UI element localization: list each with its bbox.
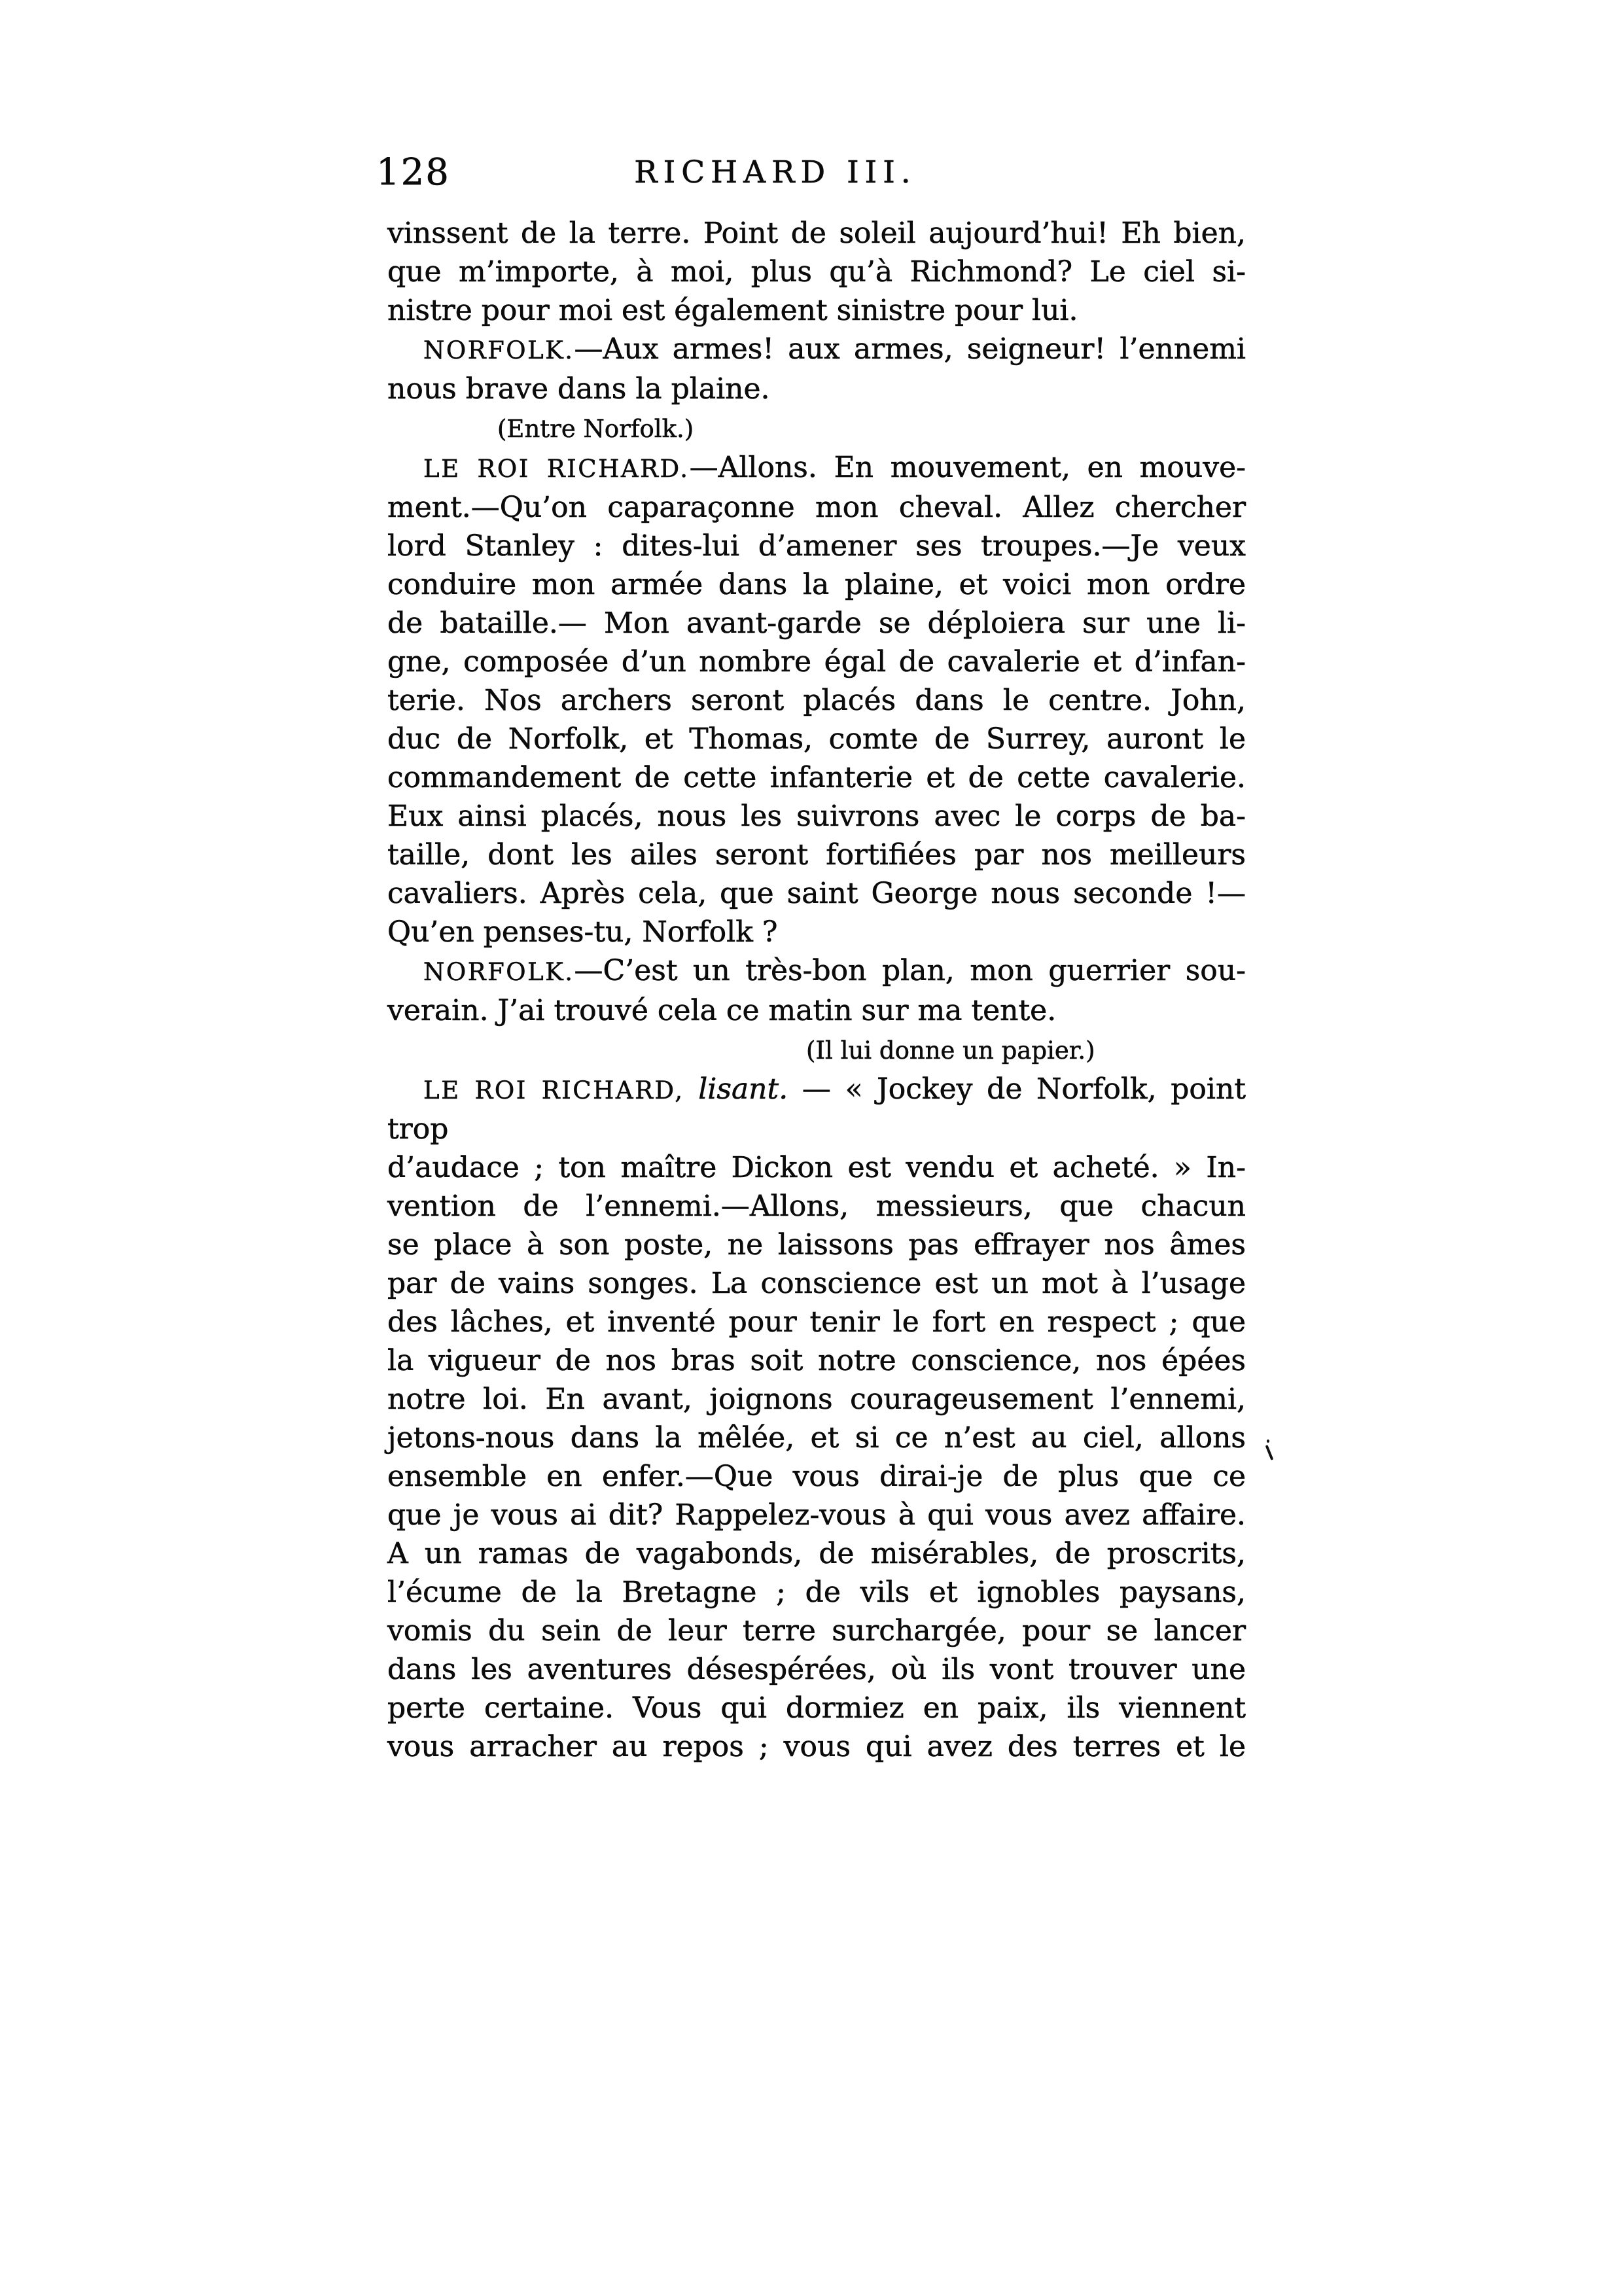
text-line bbox=[387, 448, 1246, 488]
text-line bbox=[387, 253, 1246, 291]
page-header bbox=[376, 149, 1246, 208]
stray-ink-mark bbox=[1265, 1439, 1275, 1462]
line-text: duc de Norfolk, et Thomas, comte de Surrey, auront le bbox=[387, 722, 1246, 756]
text-line bbox=[387, 214, 1246, 253]
line-text: conduire mon armée dans la plaine, et voici mon ordre bbox=[387, 568, 1246, 601]
page-number: 128 bbox=[376, 151, 450, 194]
line-text: de bataille.— Mon avant-garde se déploiera sur une li- bbox=[387, 607, 1246, 640]
speaker-name: NORFOLK. bbox=[423, 336, 574, 364]
line-text: ensemble en enfer.—Que vous dirai-je de plus que ce bbox=[387, 1460, 1246, 1493]
text-line bbox=[387, 720, 1246, 758]
stage-direction-line bbox=[387, 408, 1246, 448]
text-line bbox=[387, 565, 1246, 604]
text-line bbox=[387, 1341, 1246, 1380]
text-line bbox=[387, 1650, 1246, 1689]
text-line bbox=[387, 1380, 1246, 1419]
line-text: par de vains songes. La conscience est un mot à l’usage bbox=[387, 1267, 1246, 1300]
line-text: —Aux armes! aux armes, seigneur! l’ennemi bbox=[574, 332, 1246, 366]
line-text: des lâches, et inventé pour tenir le fort en respect ; que bbox=[387, 1305, 1246, 1339]
line-text: Qu’en penses-tu, Norfolk ? bbox=[387, 915, 778, 949]
line-text: cavaliers. Après cela, que saint George nous seconde !— bbox=[387, 877, 1246, 910]
speaker-name: LE ROI RICHARD, bbox=[423, 1076, 684, 1104]
text-line bbox=[387, 643, 1246, 681]
text-line bbox=[387, 758, 1246, 797]
line-text: se place à son poste, ne laissons pas effrayer nos âmes bbox=[387, 1228, 1246, 1262]
line-text: vous arracher au repos ; vous qui avez des terres et le bbox=[387, 1730, 1246, 1763]
line-text: ment.—Qu’on caparaçonne mon cheval. Allez chercher bbox=[387, 491, 1246, 524]
line-text: que m’importe, à moi, plus qu’à Richmond? Le ciel si- bbox=[387, 255, 1246, 289]
line-text: la vigueur de nos bras soit notre conscience, nos épées bbox=[387, 1344, 1246, 1377]
line-text: notre loi. En avant, joignons courageusement l’ennemi, bbox=[387, 1383, 1246, 1416]
speaker-name: NORFOLK. bbox=[423, 958, 574, 986]
text-line bbox=[387, 797, 1246, 836]
text-line bbox=[387, 1226, 1246, 1264]
text-line bbox=[387, 991, 1246, 1030]
text-line bbox=[387, 1148, 1246, 1187]
line-text: A un ramas de vagabonds, de misérables, de proscrits, bbox=[387, 1537, 1246, 1570]
stage-direction-line bbox=[387, 1030, 1246, 1070]
line-text: que je vous ai dit? Rappelez-vous à qui vous avez affaire. bbox=[387, 1498, 1246, 1532]
line-text: commandement de cette infanterie et de cette cavalerie. bbox=[387, 761, 1246, 794]
text-line bbox=[387, 913, 1246, 951]
text-line bbox=[387, 527, 1246, 565]
text-line bbox=[387, 951, 1246, 991]
line-text: vinssent de la terre. Point de soleil aujourd’hui! Eh bien, bbox=[387, 217, 1246, 250]
speaker-name: LE ROI RICHARD. bbox=[423, 455, 690, 483]
line-text: lord Stanley : dites-lui d’amener ses troupes.—Je veux bbox=[387, 529, 1246, 563]
line-text: d’audace ; ton maître Dickon est vendu et acheté. » In- bbox=[387, 1151, 1246, 1184]
text-line bbox=[387, 370, 1246, 408]
text-line bbox=[387, 1534, 1246, 1573]
line-text: dans les aventures désespérées, où ils vont trouver une bbox=[387, 1653, 1246, 1686]
text-line bbox=[387, 1264, 1246, 1303]
line-text: vention de l’ennemi.—Allons, messieurs, que chacun bbox=[387, 1190, 1246, 1223]
line-text: vomis du sein de leur terre surchargée, pour se lancer bbox=[387, 1614, 1246, 1648]
text-line bbox=[387, 291, 1246, 330]
text-block bbox=[387, 214, 1246, 1766]
running-header-title: RICHARD III. bbox=[634, 154, 917, 190]
text-line bbox=[387, 488, 1246, 527]
text-line bbox=[387, 1496, 1246, 1534]
text-line bbox=[387, 604, 1246, 643]
text-line bbox=[387, 1689, 1246, 1727]
text-line bbox=[387, 1070, 1246, 1148]
stage-direction: (Il lui donne un papier.) bbox=[806, 1036, 1095, 1065]
text-line bbox=[387, 1303, 1246, 1341]
text-line bbox=[387, 1612, 1246, 1650]
text-line bbox=[387, 1727, 1246, 1766]
text-line bbox=[387, 1187, 1246, 1226]
line-text: —C’est un très-bon plan, mon guerrier sou- bbox=[574, 954, 1246, 987]
line-text: — « Jockey de Norfolk, point trop bbox=[387, 1072, 1246, 1146]
text-line bbox=[387, 330, 1246, 370]
line-text: l’écume de la Bretagne ; de vils et ignobles paysans, bbox=[387, 1576, 1246, 1609]
text-line bbox=[387, 1457, 1246, 1496]
line-text: verain. J’ai trouvé cela ce matin sur ma tente. bbox=[387, 994, 1057, 1027]
text-line bbox=[387, 836, 1246, 874]
line-text: jetons-nous dans la mêlée, et si ce n’est au ciel, allons bbox=[387, 1421, 1246, 1455]
line-text: terie. Nos archers seront placés dans le centre. John, bbox=[387, 684, 1246, 717]
line-text: nous brave dans la plaine. bbox=[387, 372, 770, 406]
line-text: taille, dont les ailes seront fortifiées par nos meilleurs bbox=[387, 838, 1246, 872]
line-text: —Allons. En mouvement, en mouve- bbox=[689, 451, 1246, 484]
stage-direction: (Entre Norfolk.) bbox=[497, 415, 694, 443]
line-text: Eux ainsi placés, nous les suivrons avec le corps de ba- bbox=[387, 800, 1246, 833]
text-line bbox=[387, 681, 1246, 720]
line-text: nistre pour moi est également sinistre pour lui. bbox=[387, 294, 1078, 327]
line-text: gne, composée d’un nombre égal de cavalerie et d’infan- bbox=[387, 645, 1246, 679]
text-line bbox=[387, 1419, 1246, 1457]
text-line bbox=[387, 1573, 1246, 1612]
line-text: perte certaine. Vous qui dormiez en paix, ils viennent bbox=[387, 1691, 1246, 1725]
italic-text: lisant. bbox=[684, 1072, 788, 1106]
text-line bbox=[387, 874, 1246, 913]
